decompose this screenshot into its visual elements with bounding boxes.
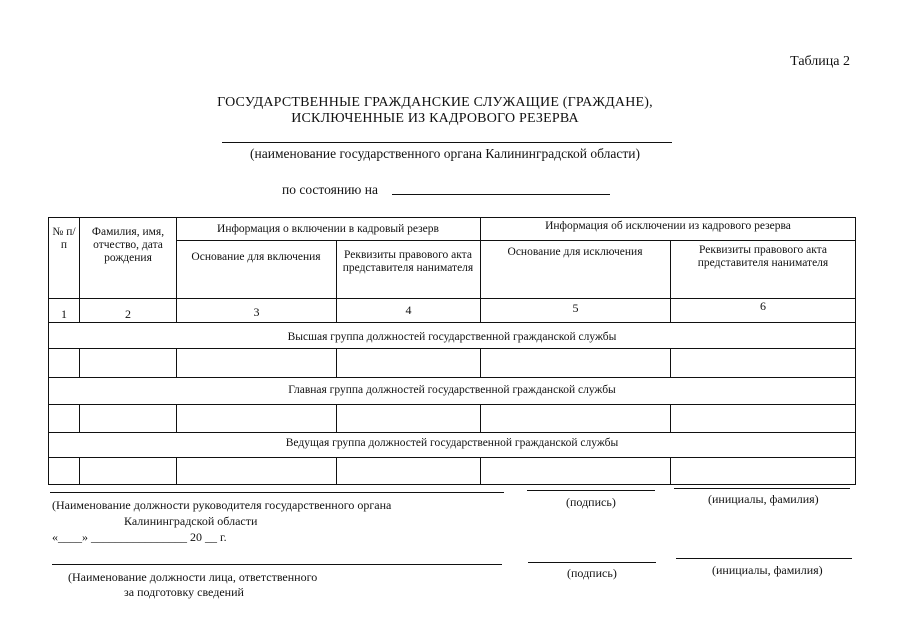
section-chief-group: Главная группа должностей государственной гражданской службы [288,384,616,396]
col-number-6: 6 [760,299,766,313]
head-position-caption-line2: Калининградской области [124,514,258,528]
row3-divider [79,457,80,484]
signature-fill-line-2[interactable] [528,562,656,563]
head-position-fill-line[interactable] [50,492,504,493]
col-number-2: 2 [125,307,131,321]
org-name-fill-line[interactable] [222,142,672,143]
col-number-3: 3 [253,305,260,319]
responsible-caption-line1: (Наименование должности лица, ответственного [68,570,318,584]
org-name-caption: (наименование государственного органа Калининградской области) [250,146,640,161]
col-number-1: 1 [61,307,67,321]
col-header-exclusion-basis: Основание для исключения [507,246,643,258]
row1-divider [79,348,80,377]
col-header-number: № п/п [52,226,76,251]
responsible-caption-line2: за подготовку сведений [124,585,244,599]
numbers-row-bottom [48,322,856,323]
signature-caption-2: (подпись) [567,566,617,580]
signature-caption: (подпись) [566,495,616,509]
section-leading-group: Ведущая группа должностей государственной гражданской службы [285,437,619,449]
col-number-5: 5 [572,301,579,315]
group-header-divider [176,240,856,241]
initials-caption-2: (инициалы, фамилия) [712,563,823,577]
row1-divider [480,348,481,377]
head-position-caption-line1: (Наименование должности руководителя государственного органа [52,498,392,512]
as-of-date-fill-line[interactable] [392,194,610,195]
title-line-1: ГОСУДАРСТВЕННЫЕ ГРАЖДАНСКИЕ СЛУЖАЩИЕ (ГРАЖДАНЕ), [217,95,653,110]
row1-bottom [48,377,856,378]
row2-bottom [48,432,856,433]
as-of-label: по состоянию на [282,182,378,197]
section3-bottom [48,457,856,458]
section-highest-group: Высшая группа должностей государственной гражданской службы [287,331,617,343]
row3-divider [670,457,671,484]
row2-divider [79,404,80,432]
signature-fill-line[interactable] [527,490,655,491]
row2-divider [336,404,337,432]
group-header-inclusion: Информация о включении в кадровый резерв [217,223,439,235]
col-header-full-name: Фамилия, имя, отчество, дата рождения [91,226,165,264]
group-header-exclusion: Информация об исключении из кадрового резерва [545,220,791,232]
table-left-border [48,217,49,485]
date-fill-line[interactable]: «____» ________________ 20 __ г. [52,530,227,544]
row1-divider [336,348,337,377]
row2-divider [480,404,481,432]
row3-divider [480,457,481,484]
initials-fill-line-2[interactable] [676,558,852,559]
table-top-border [48,217,856,218]
row1-divider [670,348,671,377]
row2-divider [176,404,177,432]
row2-divider [670,404,671,432]
col-header-exclusion-act: Реквизиты правового акта представителя нанимателя [697,244,829,269]
row1-divider [176,348,177,377]
section2-bottom [48,404,856,405]
title-line-2: ИСКЛЮЧЕННЫЕ ИЗ КАДРОВОГО РЕЗЕРВА [291,111,579,126]
table-right-border [855,217,856,485]
responsible-position-fill-line[interactable] [52,564,502,565]
table-bottom-border [48,484,856,485]
section1-bottom [48,348,856,349]
initials-caption: (инициалы, фамилия) [708,492,819,506]
initials-fill-line[interactable] [674,488,850,489]
document-title [200,95,670,127]
col-number-4: 4 [405,303,412,317]
col-header-inclusion-act: Реквизиты правового акта представителя нанимателя [342,249,474,274]
row3-divider [336,457,337,484]
table-number-label: Таблица 2 [790,54,850,69]
row3-divider [176,457,177,484]
col-header-inclusion-basis: Основание для включения [191,251,321,263]
